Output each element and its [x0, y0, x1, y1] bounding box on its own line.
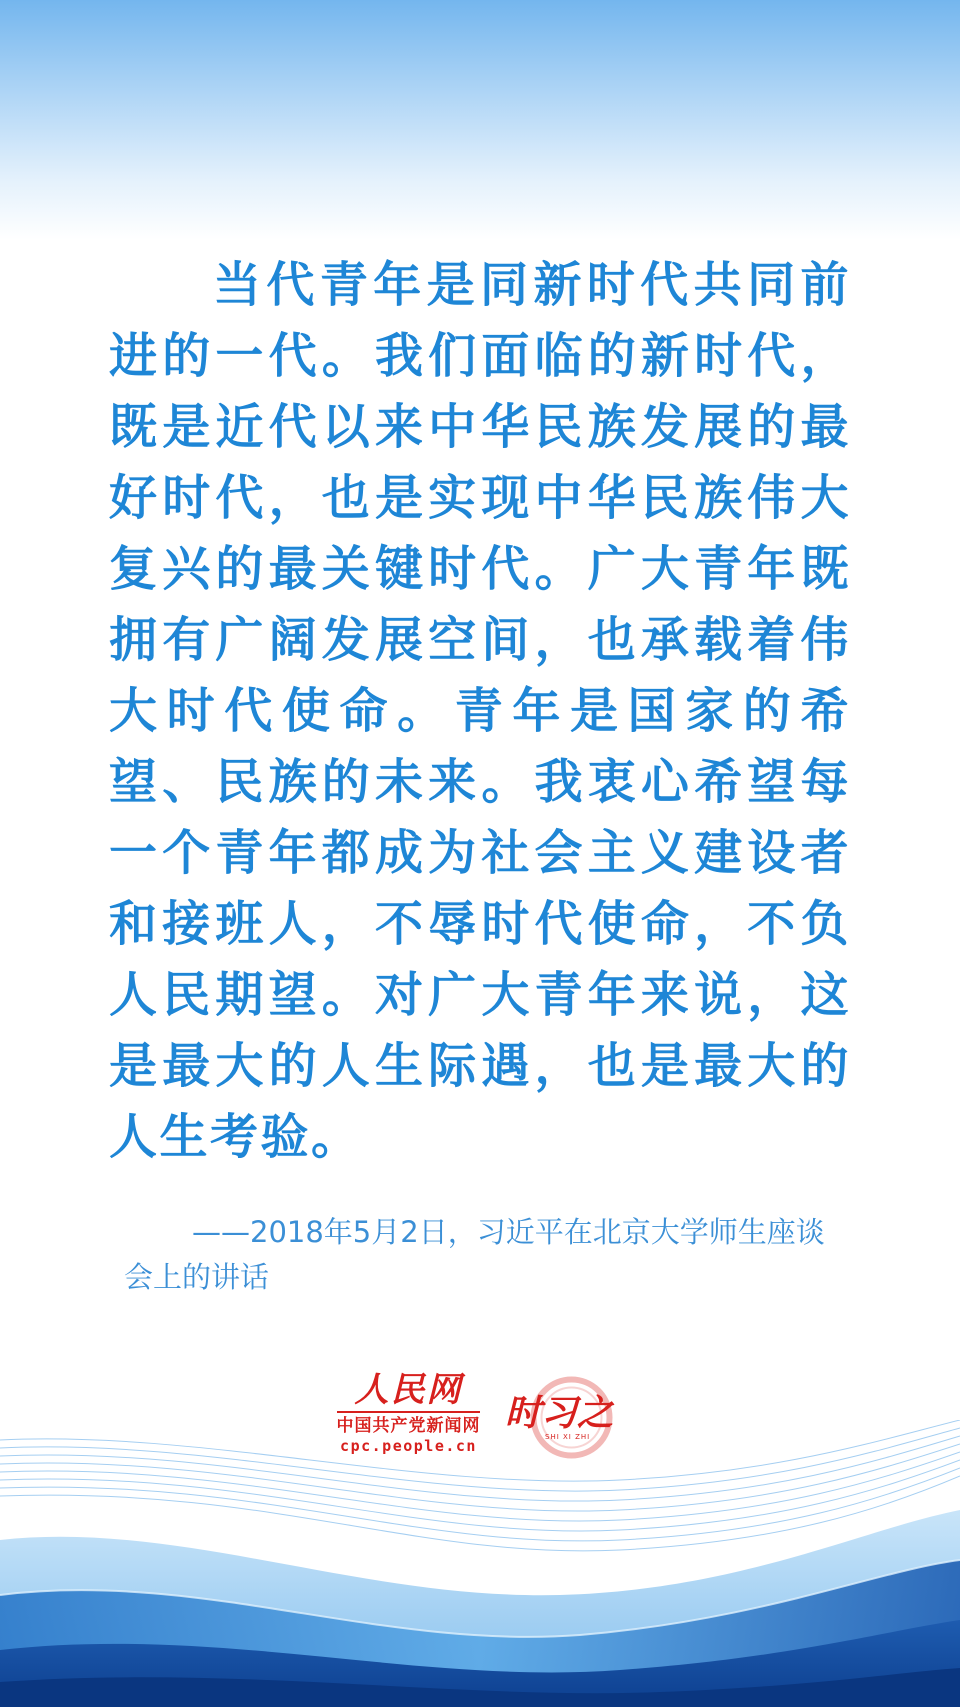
- wave-decoration: [0, 1420, 960, 1707]
- quote-text: 当代青年是同新时代共同前进的一代。我们面临的新时代，既是近代以来中华民族发展的最好时代，也是实现中华民族伟大复兴的最关键时代。广大青年既拥有广阔发展空间，也承载着伟大时代使命。青年是国家的希望、民族的未来。我衷心希望每一个青年都成为社会主义建设者和接班人，不辱时代使命，不负人民期望。对广大青年来说，这是最大的人生际遇，也是最大的人生考验。: [109, 257, 851, 1165]
- people-logo-url: cpc.people.cn: [340, 1437, 477, 1455]
- people-logo-script: 人民网: [354, 1370, 463, 1410]
- logo-divider: [337, 1411, 480, 1413]
- people-logo-cn: 中国共产党新闻网: [336, 1416, 481, 1436]
- shixizhi-subtext: SHI XI ZHI: [545, 1433, 591, 1441]
- shixizhi-text: 时习之: [505, 1392, 614, 1434]
- top-gradient-band: [0, 0, 960, 240]
- quote-source: ——2018年5月2日，习近平在北京大学师生座谈会上的讲话: [124, 1215, 825, 1294]
